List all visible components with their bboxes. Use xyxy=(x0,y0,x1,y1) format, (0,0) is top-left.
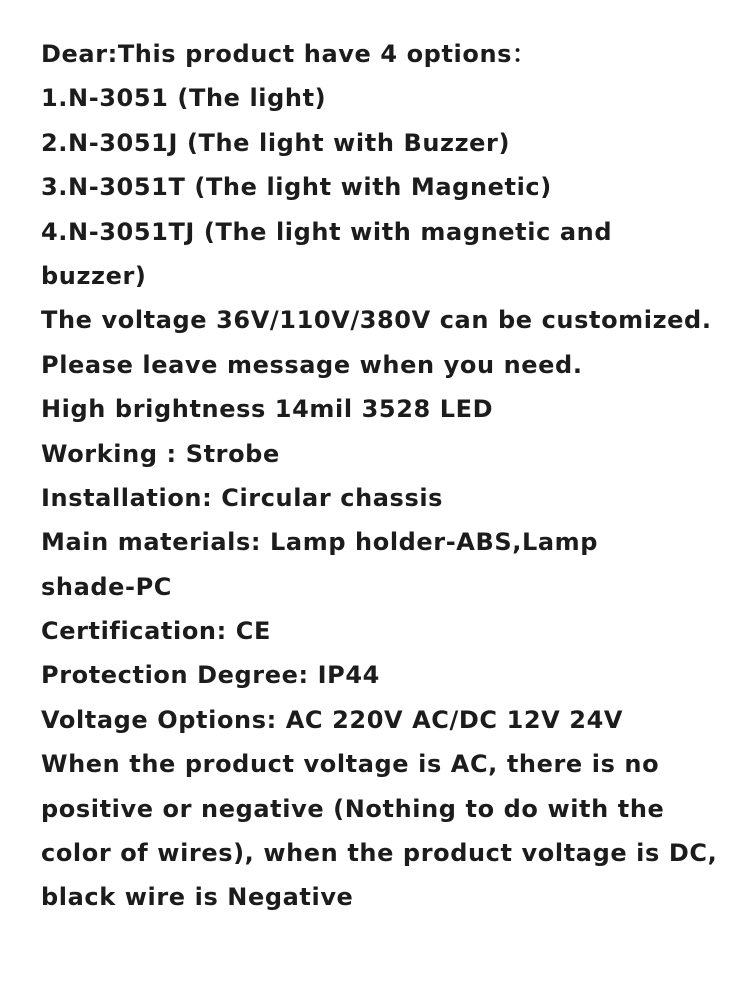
option-4-line-cont: buzzer) xyxy=(41,261,147,290)
brightness-line: High brightness 14mil 3528 LED xyxy=(41,395,494,424)
protection-degree-line: Protection Degree: IP44 xyxy=(41,661,380,690)
wiring-note-line-2: positive or negative (Nothing to do with the xyxy=(41,794,665,823)
certification-line: Certification: CE xyxy=(41,617,271,646)
option-4-line: 4.N-3051TJ (The light with magnetic and xyxy=(41,217,613,246)
wiring-note-line-3: color of wires), when the product voltage is DC, xyxy=(41,839,718,868)
voltage-custom-line: The voltage 36V/110V/380V can be customized. xyxy=(41,306,712,335)
working-mode-line: Working : Strobe xyxy=(41,439,280,468)
materials-line-cont: shade-PC xyxy=(41,572,172,601)
product-description xyxy=(41,32,731,920)
option-3-line: 3.N-3051T (The light with Magnetic) xyxy=(41,173,552,202)
wiring-note-line-4: black wire is Negative xyxy=(41,883,354,912)
wiring-note-line-1: When the product voltage is AC, there is no xyxy=(41,750,660,779)
leave-message-line: Please leave message when you need. xyxy=(41,350,583,379)
option-1-line: 1.N-3051 (The light) xyxy=(41,84,327,113)
materials-line: Main materials: Lamp holder-ABS,Lamp xyxy=(41,528,599,557)
options-intro-line: Dear:This product have 4 options： xyxy=(41,40,537,68)
installation-line: Installation: Circular chassis xyxy=(41,483,444,512)
voltage-options-line: Voltage Options: AC 220V AC/DC 12V 24V xyxy=(41,705,624,734)
option-2-line: 2.N-3051J (The light with Buzzer) xyxy=(41,128,511,157)
